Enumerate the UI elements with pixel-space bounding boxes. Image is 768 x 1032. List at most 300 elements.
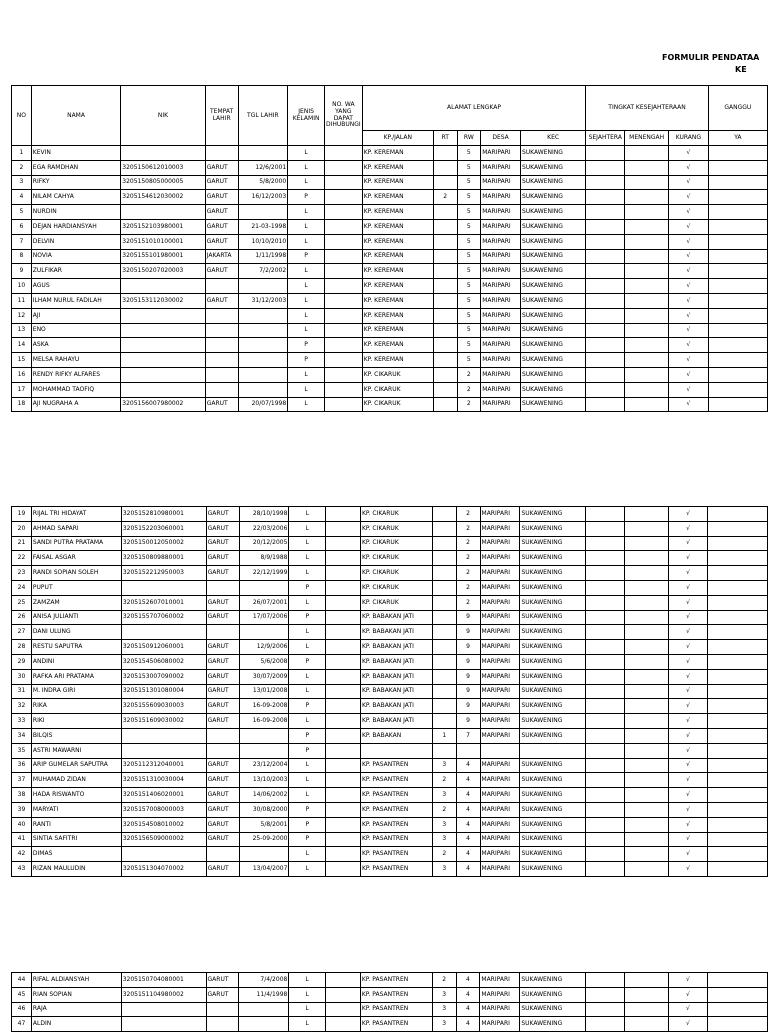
cell-tgl-lahir: 16-09-2008 <box>239 714 289 729</box>
cell-kp-jalan <box>360 743 432 758</box>
cell-no-wa <box>324 175 362 190</box>
cell-nama: BILQIS <box>31 728 121 743</box>
cell-rt: 2 <box>432 802 456 817</box>
cell-nik <box>121 743 206 758</box>
cell-rw: 5 <box>457 293 481 308</box>
cell-rw: 9 <box>456 640 480 655</box>
cell-kec: SUKAWENING <box>520 160 585 175</box>
cell-kec: SUKAWENING <box>520 714 586 729</box>
cell-rt <box>433 146 457 161</box>
cell-no: 39 <box>12 802 32 817</box>
cell-tempat-lahir: GARUT <box>206 832 239 847</box>
cell-kurang: √ <box>669 293 709 308</box>
cell-nik: 3205151406020001 <box>121 788 206 803</box>
cell-sejahtera <box>586 580 625 595</box>
cell-no-wa <box>324 367 362 382</box>
cell-nik: 3205152203060001 <box>121 521 206 536</box>
cell-nama: NILAM CAHYA <box>31 190 121 205</box>
cell-desa: MARIPARI <box>480 847 520 862</box>
cell-no-wa <box>326 654 361 669</box>
cell-tgl-lahir: 12/9/2006 <box>239 640 289 655</box>
cell-menengah <box>625 175 669 190</box>
cell-tgl-lahir: 13/04/2007 <box>239 862 289 877</box>
cell-kp-jalan: KP. PASANTREN <box>360 1017 432 1032</box>
cell-ya <box>708 308 767 323</box>
cell-no: 42 <box>12 847 32 862</box>
cell-nik: 3205155101980001 <box>121 249 205 264</box>
cell-nik <box>121 1017 206 1032</box>
cell-ya <box>708 146 767 161</box>
cell-rw: 4 <box>456 847 480 862</box>
cell-kurang: √ <box>668 743 708 758</box>
table-row <box>12 625 768 640</box>
cell-desa: MARIPARI <box>480 1017 520 1032</box>
header-gangguan: GANGGU <box>708 86 767 131</box>
cell-rt <box>433 382 457 397</box>
cell-no: 17 <box>12 382 32 397</box>
cell-nik <box>121 308 205 323</box>
cell-kp-jalan: KP. CIKARUK <box>362 382 433 397</box>
cell-tgl-lahir <box>239 625 289 640</box>
cell-rw: 4 <box>456 1017 480 1032</box>
cell-jenis-kelamin: L <box>289 507 326 522</box>
cell-desa: MARIPARI <box>480 728 520 743</box>
cell-rw: 2 <box>456 580 480 595</box>
header-tingkat: TINGKAT KESEJAHTERAAN <box>586 86 708 131</box>
cell-nik <box>121 323 205 338</box>
table-row <box>12 146 768 161</box>
cell-kec: SUKAWENING <box>520 654 586 669</box>
cell-tgl-lahir: 20/07/1998 <box>238 397 288 412</box>
data-table-page-2 <box>11 506 768 877</box>
cell-tgl-lahir: 28/10/1998 <box>239 507 289 522</box>
cell-kec: SUKAWENING <box>520 536 586 551</box>
table-row <box>12 397 768 412</box>
cell-rw: 4 <box>456 773 480 788</box>
cell-desa: MARIPARI <box>480 595 520 610</box>
cell-jenis-kelamin: L <box>289 758 326 773</box>
cell-tempat-lahir: GARUT <box>205 264 238 279</box>
cell-sejahtera <box>586 758 625 773</box>
cell-rt: 3 <box>432 758 456 773</box>
cell-kec: SUKAWENING <box>520 353 585 368</box>
cell-tgl-lahir: 10/10/2010 <box>238 234 288 249</box>
cell-no: 23 <box>12 566 32 581</box>
cell-no: 20 <box>12 521 32 536</box>
cell-menengah <box>624 987 668 1002</box>
cell-no-wa <box>326 536 361 551</box>
cell-no-wa <box>324 293 362 308</box>
cell-menengah <box>624 802 668 817</box>
cell-ya <box>708 279 767 294</box>
cell-tgl-lahir: 16/12/2003 <box>238 190 288 205</box>
cell-kec: SUKAWENING <box>520 832 586 847</box>
cell-sejahtera <box>586 566 625 581</box>
cell-tempat-lahir <box>205 338 238 353</box>
cell-tgl-lahir <box>238 146 288 161</box>
cell-sejahtera <box>586 382 625 397</box>
cell-rt: 3 <box>432 788 456 803</box>
cell-sejahtera <box>586 397 625 412</box>
cell-kec: SUKAWENING <box>520 293 585 308</box>
cell-nama: RANTI <box>31 817 121 832</box>
cell-nama: DELVIN <box>31 234 121 249</box>
cell-nik: 3205151301080004 <box>121 684 206 699</box>
cell-nik: 3205151310030004 <box>121 773 206 788</box>
cell-tgl-lahir: 7/4/2008 <box>239 973 289 988</box>
cell-nama: RIAN SOPIAN <box>31 987 121 1002</box>
cell-tgl-lahir: 23/12/2004 <box>239 758 289 773</box>
cell-no: 2 <box>12 160 32 175</box>
cell-no: 11 <box>12 293 32 308</box>
cell-kec: SUKAWENING <box>520 507 586 522</box>
cell-ya <box>708 566 768 581</box>
cell-rt: 3 <box>432 987 456 1002</box>
cell-desa: MARIPARI <box>480 580 520 595</box>
cell-kp-jalan: KP. KEREMAN <box>362 279 433 294</box>
cell-tempat-lahir: GARUT <box>206 610 239 625</box>
cell-nama: FAISAL ASGAR <box>31 551 121 566</box>
cell-no-wa <box>324 382 362 397</box>
cell-kp-jalan: KP. KEREMAN <box>362 323 433 338</box>
cell-rt: 3 <box>432 1017 456 1032</box>
cell-nama: RIFKY <box>31 175 121 190</box>
cell-sejahtera <box>586 728 625 743</box>
cell-jenis-kelamin: L <box>289 1017 326 1032</box>
cell-kp-jalan: KP. CIKARUK <box>360 521 432 536</box>
cell-rt <box>433 234 457 249</box>
cell-no-wa <box>324 234 362 249</box>
cell-kec: SUKAWENING <box>520 367 585 382</box>
cell-sejahtera <box>586 802 625 817</box>
cell-kec: SUKAWENING <box>520 595 586 610</box>
cell-nik: 3205150207020003 <box>121 264 205 279</box>
cell-kp-jalan: KP. BABAKAN JATI <box>360 684 432 699</box>
cell-tempat-lahir <box>205 323 238 338</box>
header-rw: RW <box>457 131 481 146</box>
cell-kp-jalan: KP. BABAKAN JATI <box>360 640 432 655</box>
table-body-2 <box>12 507 768 877</box>
cell-nik: 3205155707060002 <box>121 610 206 625</box>
cell-sejahtera <box>586 536 625 551</box>
cell-rt <box>432 743 456 758</box>
cell-ya <box>708 802 768 817</box>
cell-no-wa <box>326 773 361 788</box>
table-row <box>12 175 768 190</box>
cell-desa <box>480 743 520 758</box>
cell-tempat-lahir <box>205 367 238 382</box>
cell-kurang: √ <box>668 640 708 655</box>
cell-jenis-kelamin: L <box>289 521 326 536</box>
cell-nik: 3205157008000003 <box>121 802 206 817</box>
cell-kec: SUKAWENING <box>520 610 586 625</box>
cell-menengah <box>625 234 669 249</box>
cell-jenis-kelamin: P <box>288 190 325 205</box>
cell-rt <box>433 264 457 279</box>
table-row <box>12 802 768 817</box>
cell-sejahtera <box>586 669 625 684</box>
cell-kurang: √ <box>668 507 708 522</box>
cell-menengah <box>625 353 669 368</box>
cell-tgl-lahir: 16-09-2008 <box>239 699 289 714</box>
cell-rt <box>432 625 456 640</box>
cell-menengah <box>624 580 668 595</box>
table-row <box>12 788 768 803</box>
cell-tgl-lahir <box>238 353 288 368</box>
cell-tgl-lahir: 12/6/2001 <box>238 160 288 175</box>
cell-sejahtera <box>586 1002 625 1017</box>
cell-menengah <box>625 146 669 161</box>
cell-kurang: √ <box>669 160 709 175</box>
cell-no: 34 <box>12 728 32 743</box>
cell-tgl-lahir: 22/12/1999 <box>239 566 289 581</box>
cell-rw: 4 <box>456 832 480 847</box>
cell-no-wa <box>326 507 361 522</box>
table-row <box>12 699 768 714</box>
cell-nama: RANDI SOPIAN SOLEH <box>31 566 121 581</box>
cell-tempat-lahir <box>206 1002 239 1017</box>
cell-desa: MARIPARI <box>481 234 521 249</box>
cell-no: 30 <box>12 669 32 684</box>
cell-nama: M. INDRA GIRI <box>31 684 121 699</box>
cell-no: 31 <box>12 684 32 699</box>
cell-rt <box>433 219 457 234</box>
cell-desa: MARIPARI <box>480 973 520 988</box>
cell-no-wa <box>324 279 362 294</box>
cell-desa: MARIPARI <box>480 625 520 640</box>
cell-ya <box>708 595 768 610</box>
header-nik: NIK <box>121 86 205 146</box>
cell-rt <box>432 654 456 669</box>
cell-nama: AGUS <box>31 279 121 294</box>
cell-no: 25 <box>12 595 32 610</box>
cell-nama: MARYATI <box>31 802 121 817</box>
cell-nik <box>121 338 205 353</box>
cell-ya <box>708 382 767 397</box>
cell-sejahtera <box>586 338 625 353</box>
table-row <box>12 323 768 338</box>
cell-kec: SUKAWENING <box>520 684 586 699</box>
cell-nama: MOHAMMAD TAOFIQ <box>31 382 121 397</box>
cell-ya <box>708 397 767 412</box>
cell-menengah <box>624 862 668 877</box>
cell-tgl-lahir <box>239 1017 289 1032</box>
cell-nama: RESTU SAPUTRA <box>31 640 121 655</box>
table-row <box>12 862 768 877</box>
cell-kp-jalan: KP. PASANTREN <box>360 802 432 817</box>
cell-kp-jalan: KP. PASANTREN <box>360 773 432 788</box>
cell-kurang: √ <box>669 190 709 205</box>
cell-menengah <box>625 249 669 264</box>
cell-rw: 9 <box>456 625 480 640</box>
cell-kurang: √ <box>669 338 709 353</box>
cell-kec: SUKAWENING <box>520 264 585 279</box>
cell-jenis-kelamin: L <box>289 625 326 640</box>
table-row <box>12 308 768 323</box>
cell-kurang: √ <box>668 684 708 699</box>
cell-kp-jalan: KP. KEREMAN <box>362 353 433 368</box>
cell-sejahtera <box>586 249 625 264</box>
cell-no: 40 <box>12 817 32 832</box>
cell-kurang: √ <box>668 669 708 684</box>
cell-kec: SUKAWENING <box>520 625 586 640</box>
table-row <box>12 580 768 595</box>
cell-rt: 2 <box>432 773 456 788</box>
cell-kec: SUKAWENING <box>520 190 585 205</box>
cell-kec: SUKAWENING <box>520 640 586 655</box>
cell-rt <box>433 353 457 368</box>
cell-ya <box>708 684 768 699</box>
cell-menengah <box>624 551 668 566</box>
table-row <box>12 728 768 743</box>
cell-nik: 3205151010100001 <box>121 234 205 249</box>
cell-rt <box>432 521 456 536</box>
cell-no-wa <box>326 758 361 773</box>
cell-kurang: √ <box>669 308 709 323</box>
cell-kurang: √ <box>669 205 709 220</box>
cell-sejahtera <box>586 507 625 522</box>
cell-sejahtera <box>586 862 625 877</box>
table-row <box>12 219 768 234</box>
cell-jenis-kelamin: P <box>288 249 325 264</box>
cell-jenis-kelamin: P <box>289 728 326 743</box>
cell-rw: 5 <box>457 264 481 279</box>
cell-jenis-kelamin: P <box>288 338 325 353</box>
cell-no: 8 <box>12 249 32 264</box>
cell-kp-jalan: KP. KEREMAN <box>362 234 433 249</box>
cell-no-wa <box>326 699 361 714</box>
cell-nama: KEVIN <box>31 146 121 161</box>
cell-menengah <box>625 397 669 412</box>
cell-menengah <box>625 308 669 323</box>
cell-rw: 5 <box>457 308 481 323</box>
cell-sejahtera <box>586 175 625 190</box>
cell-no-wa <box>324 205 362 220</box>
cell-kurang: √ <box>668 862 708 877</box>
cell-sejahtera <box>586 323 625 338</box>
cell-ya <box>708 551 768 566</box>
cell-rw: 5 <box>457 146 481 161</box>
cell-kp-jalan: KP. CIKARUK <box>360 507 432 522</box>
cell-kec: SUKAWENING <box>520 308 585 323</box>
cell-sejahtera <box>586 595 625 610</box>
cell-rt <box>432 610 456 625</box>
cell-sejahtera <box>586 551 625 566</box>
cell-menengah <box>625 205 669 220</box>
table-row <box>12 684 768 699</box>
cell-tempat-lahir <box>206 728 239 743</box>
table-row <box>12 536 768 551</box>
cell-kec: SUKAWENING <box>520 521 586 536</box>
cell-tempat-lahir: GARUT <box>205 190 238 205</box>
cell-kec: SUKAWENING <box>520 580 586 595</box>
cell-rw: 5 <box>457 249 481 264</box>
cell-no-wa <box>326 595 361 610</box>
cell-kp-jalan: KP. CIKARUK <box>362 397 433 412</box>
table-row <box>12 353 768 368</box>
cell-nama: ENO <box>31 323 121 338</box>
header-no: NO <box>12 86 32 146</box>
cell-no: 22 <box>12 551 32 566</box>
cell-tempat-lahir: GARUT <box>206 699 239 714</box>
cell-rt: 3 <box>432 832 456 847</box>
cell-no: 9 <box>12 264 32 279</box>
cell-kec: SUKAWENING <box>520 788 586 803</box>
cell-no: 24 <box>12 580 32 595</box>
cell-menengah <box>624 773 668 788</box>
cell-nama: ILHAM NURUL FADILAH <box>31 293 121 308</box>
cell-no-wa <box>326 1002 361 1017</box>
cell-tgl-lahir: 21-03-1998 <box>238 219 288 234</box>
table-row <box>12 817 768 832</box>
cell-tempat-lahir: GARUT <box>205 293 238 308</box>
cell-kec: SUKAWENING <box>520 699 586 714</box>
cell-rt <box>432 684 456 699</box>
cell-tempat-lahir <box>206 580 239 595</box>
cell-sejahtera <box>586 279 625 294</box>
cell-no: 41 <box>12 832 32 847</box>
cell-tgl-lahir <box>239 580 289 595</box>
cell-jenis-kelamin: L <box>288 293 325 308</box>
cell-kp-jalan: KP. KEREMAN <box>362 190 433 205</box>
cell-jenis-kelamin: L <box>288 397 325 412</box>
cell-nama: RIFAL ALDIANSYAH <box>31 973 121 988</box>
cell-jenis-kelamin: L <box>289 1002 326 1017</box>
cell-rt: 2 <box>432 973 456 988</box>
cell-jenis-kelamin: P <box>288 353 325 368</box>
cell-no-wa <box>324 190 362 205</box>
cell-rw: 4 <box>456 1002 480 1017</box>
cell-desa: MARIPARI <box>480 788 520 803</box>
cell-kp-jalan: KP. PASANTREN <box>360 758 432 773</box>
cell-rt <box>433 338 457 353</box>
table-row <box>12 847 768 862</box>
cell-jenis-kelamin: L <box>288 308 325 323</box>
cell-jenis-kelamin: L <box>288 234 325 249</box>
cell-menengah <box>624 507 668 522</box>
cell-desa: MARIPARI <box>481 205 521 220</box>
cell-nik <box>121 367 205 382</box>
cell-nama: ANDINI <box>31 654 121 669</box>
cell-rw: 5 <box>457 323 481 338</box>
cell-jenis-kelamin: L <box>289 684 326 699</box>
data-table-page-3 <box>11 972 768 1032</box>
cell-menengah <box>624 684 668 699</box>
cell-kec: SUKAWENING <box>520 728 586 743</box>
cell-nik: 3205151104980002 <box>121 987 206 1002</box>
cell-kec: SUKAWENING <box>520 338 585 353</box>
table-row <box>12 190 768 205</box>
cell-rw: 2 <box>456 595 480 610</box>
cell-rw: 5 <box>457 175 481 190</box>
cell-tempat-lahir: GARUT <box>206 595 239 610</box>
cell-nik: 3205153007090002 <box>121 669 206 684</box>
cell-no-wa <box>326 1017 361 1032</box>
cell-tgl-lahir: 5/8/2000 <box>238 175 288 190</box>
cell-desa: MARIPARI <box>480 566 520 581</box>
cell-jenis-kelamin: L <box>289 973 326 988</box>
cell-sejahtera <box>586 146 625 161</box>
cell-no: 6 <box>12 219 32 234</box>
cell-no: 27 <box>12 625 32 640</box>
table-row <box>12 566 768 581</box>
header-jenis-kelamin: JENIS KELAMIN <box>288 86 325 146</box>
cell-rw: 5 <box>457 353 481 368</box>
cell-desa: MARIPARI <box>481 279 521 294</box>
cell-nik: 3205152810980001 <box>121 507 206 522</box>
cell-desa: MARIPARI <box>481 293 521 308</box>
cell-kurang: √ <box>669 353 709 368</box>
